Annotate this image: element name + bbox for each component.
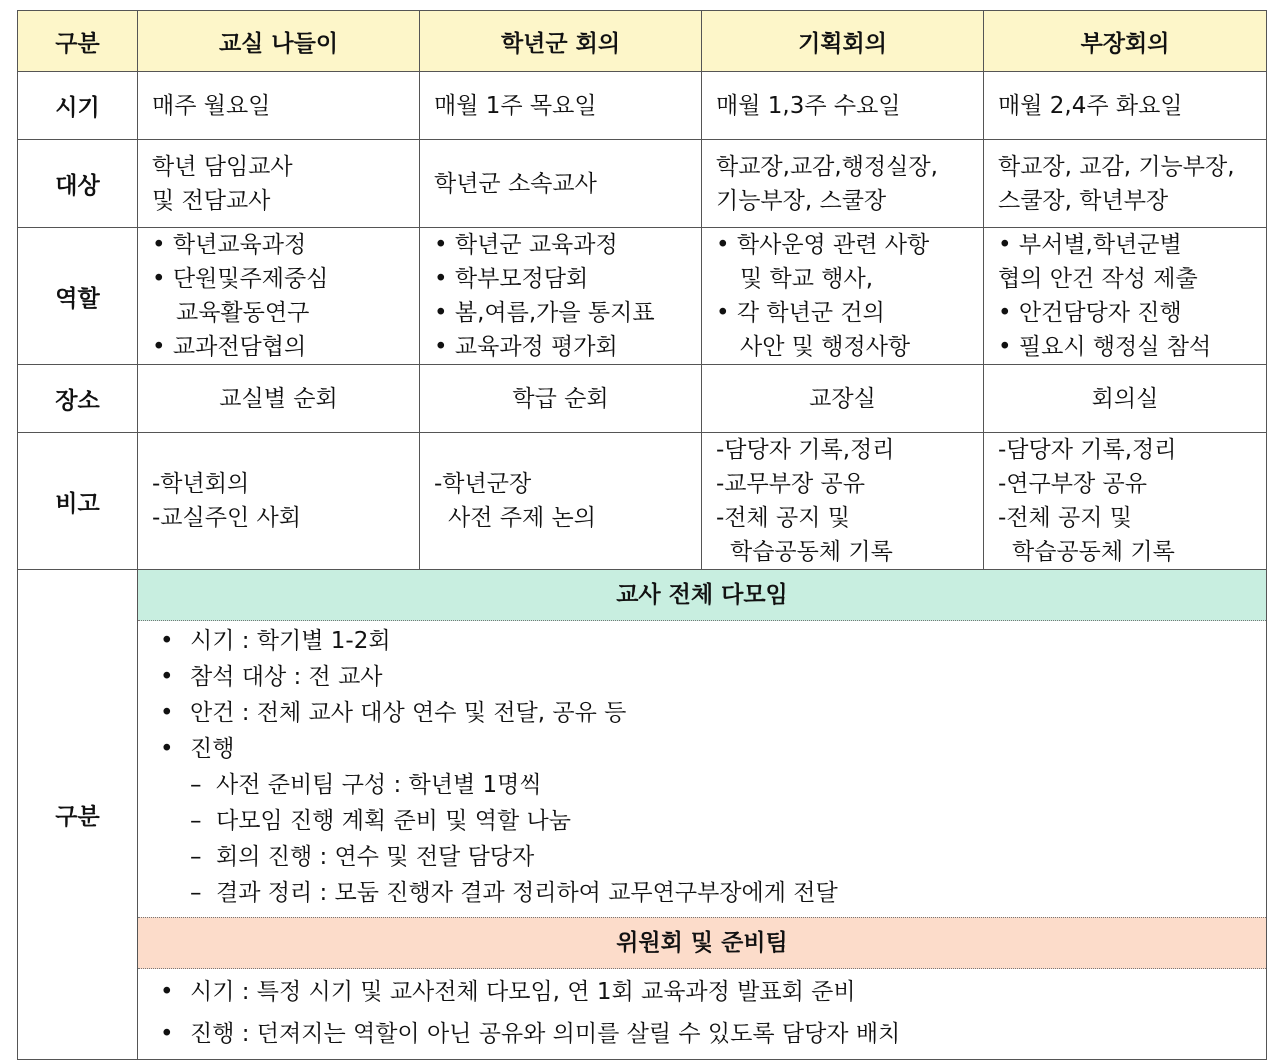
header-category: 구분 [18,11,138,72]
cell-line: 교육활동연구 [176,300,310,326]
header-row [18,11,1267,72]
cell-line: -전체 공지 및 [998,505,1133,531]
role-cell [420,228,702,365]
cell-line: • 부서별,학년군별 [998,232,1182,258]
timing-cell: 매월 1주 목요일 [420,72,702,140]
list-item: • 시기 : 학기별 1-2회 [160,623,1266,659]
header-head-meeting: 부장회의 [984,11,1267,72]
note-cell [702,433,984,570]
list-item: • 시기 : 특정 시기 및 교사전체 다모임, 연 1회 교육과정 발표회 준비 [160,971,1266,1013]
cell-line: • 필요시 행정실 참석 [998,334,1212,360]
cell-line: -연구부장 공유 [998,471,1147,497]
cell-line: -담당자 기록,정리 [716,437,895,463]
place-cell: 교실별 순회 [138,365,420,433]
target-cell [702,140,984,228]
cell-line: 학습공동체 기록 [1012,539,1175,565]
note-cell [984,433,1267,570]
cell-line: -전체 공지 및 [716,505,851,531]
cell-line: • 학년교육과정 [152,232,307,258]
header-classroom-visit: 교실 나들이 [138,11,420,72]
list-item: • 안건 : 전체 교사 대상 연수 및 전달, 공유 등 [160,695,1266,731]
row-label-target: 대상 [18,140,138,228]
sub-list-item: – 다모임 진행 계획 준비 및 역할 나눔 [160,803,1266,839]
place-cell: 회의실 [984,365,1267,433]
list-item: • 진행 : 던져지는 역할이 아닌 공유와 의미를 살릴 수 있도록 담당자 배치 [160,1013,1266,1055]
section1-list [138,621,1266,917]
role-cell [984,228,1267,365]
note-cell [138,433,420,570]
row-label-role: 역할 [18,228,138,365]
section2-list [138,969,1266,1059]
place-cell: 학급 순회 [420,365,702,433]
place-cell: 교장실 [702,365,984,433]
cell-line: 학년 담임교사 [152,153,293,180]
cell-line: • 단원및주제중심 [152,266,329,292]
cell-line: 사안 및 행정사항 [740,334,911,360]
cell-line: • 학년군 교육과정 [434,232,618,258]
cell-line: 학습공동체 기록 [730,539,893,565]
cell-line: -담당자 기록,정리 [998,437,1177,463]
timing-cell: 매월 2,4주 화요일 [984,72,1267,140]
target-cell [138,140,420,228]
cell-line: • 교육과정 평가회 [434,334,618,360]
bottom-row [18,570,1267,1060]
cell-line: 학년군 소속교사 [434,170,597,197]
cell-line: • 안건담당자 진행 [998,300,1182,326]
list-item: • 참석 대상 : 전 교사 [160,659,1266,695]
place-row [18,365,1267,433]
cell-line: 학교장,교감,행정실장, [716,153,938,180]
sub-list-item: – 결과 정리 : 모둠 진행자 결과 정리하여 교무연구부장에게 전달 [160,875,1266,911]
section-title-all-teachers: 교사 전체 다모임 [138,570,1266,621]
cell-line: 사전 주제 논의 [448,505,596,531]
sub-list-item: – 회의 진행 : 연수 및 전달 담당자 [160,839,1266,875]
header-grade-meeting: 학년군 회의 [420,11,702,72]
cell-line: • 학부모정담회 [434,266,589,292]
bottom-content [138,570,1267,1060]
role-cell [138,228,420,365]
target-cell [420,140,702,228]
timing-cell: 매주 월요일 [138,72,420,140]
cell-line: 및 전담교사 [152,187,271,214]
row-label-bottom: 구분 [18,570,138,1060]
cell-line: 및 학교 행사, [740,266,874,292]
role-row [18,228,1267,365]
list-item: • 진행 [160,731,1266,767]
target-row [18,140,1267,228]
header-planning-meeting: 기획회의 [702,11,984,72]
cell-line: -학년회의 [152,471,250,497]
role-cell [702,228,984,365]
cell-line: -교실주인 사회 [152,505,301,531]
row-label-timing: 시기 [18,72,138,140]
cell-line: • 학사운영 관련 사항 [716,232,930,258]
note-cell [420,433,702,570]
cell-line: • 교과전담협의 [152,334,307,360]
meeting-table [17,10,1267,1060]
cell-line: 기능부장, 스쿨장 [716,187,887,214]
cell-line: 협의 안건 작성 제출 [998,266,1198,292]
cell-line: 스쿨장, 학년부장 [998,187,1169,214]
cell-line: • 봄,여름,가을 통지표 [434,300,655,326]
note-row [18,433,1267,570]
timing-cell: 매월 1,3주 수요일 [702,72,984,140]
sub-list-item: – 사전 준비팀 구성 : 학년별 1명씩 [160,767,1266,803]
target-cell [984,140,1267,228]
cell-line: -학년군장 [434,471,532,497]
timing-row [18,72,1267,140]
cell-line: • 각 학년군 건의 [716,300,885,326]
section-title-committee: 위원회 및 준비팀 [138,917,1266,969]
row-label-note: 비고 [18,433,138,570]
cell-line: 학교장, 교감, 기능부장, [998,153,1235,180]
cell-line: -교무부장 공유 [716,471,865,497]
row-label-place: 장소 [18,365,138,433]
